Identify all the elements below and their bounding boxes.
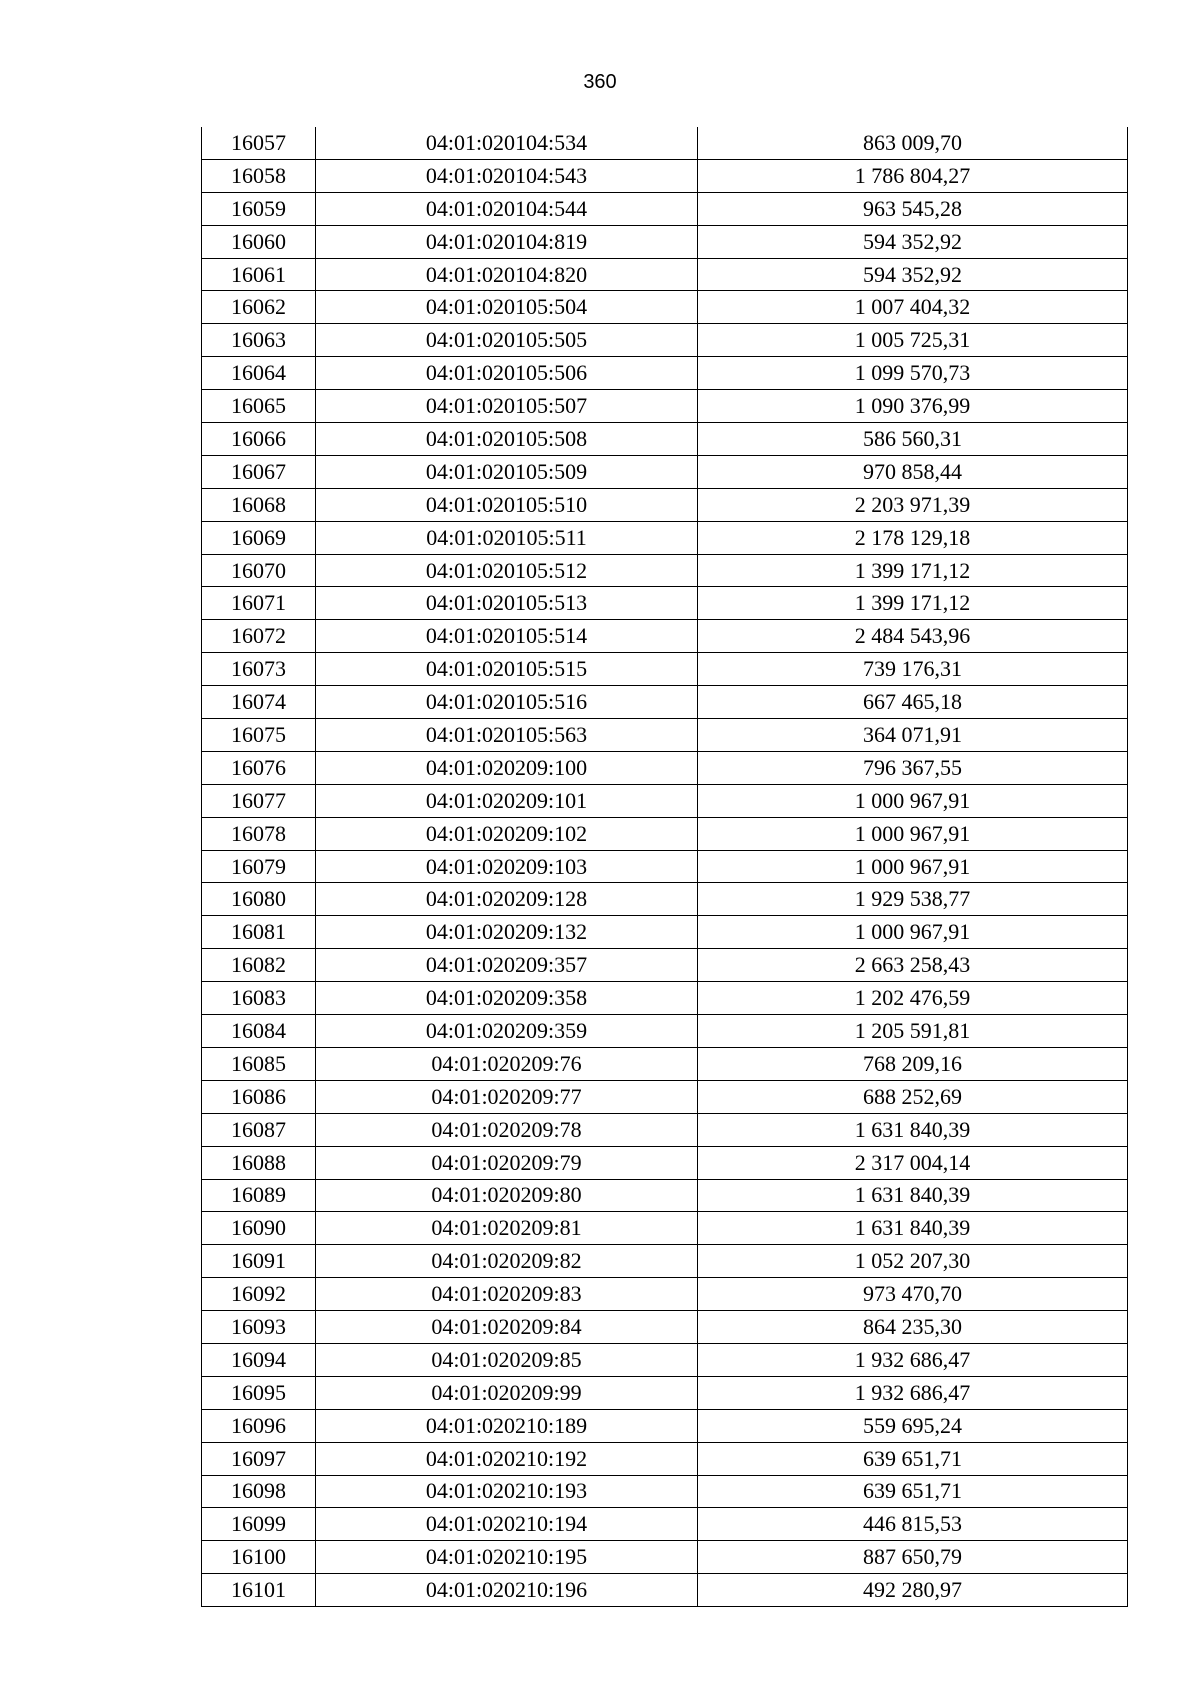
- table-row: [202, 1311, 1128, 1344]
- table-row: [202, 324, 1128, 357]
- value-cell: 1 631 840,39: [698, 1212, 1128, 1245]
- cadastral-number-cell: 04:01:020209:102: [316, 817, 698, 850]
- value-cell: 1 000 967,91: [698, 916, 1128, 949]
- value-cell: 364 071,91: [698, 719, 1128, 752]
- value-cell: 2 484 543,96: [698, 620, 1128, 653]
- row-number-cell: 16080: [202, 883, 316, 916]
- value-cell: 594 352,92: [698, 258, 1128, 291]
- table-row: [202, 521, 1128, 554]
- table-row: [202, 1113, 1128, 1146]
- cadastral-number-cell: 04:01:020210:189: [316, 1409, 698, 1442]
- row-number-cell: 16061: [202, 258, 316, 291]
- row-number-cell: 16101: [202, 1574, 316, 1607]
- value-cell: 1 929 538,77: [698, 883, 1128, 916]
- table-row: [202, 192, 1128, 225]
- row-number-cell: 16086: [202, 1080, 316, 1113]
- row-number-cell: 16062: [202, 291, 316, 324]
- cadastral-number-cell: 04:01:020210:192: [316, 1442, 698, 1475]
- row-number-cell: 16066: [202, 423, 316, 456]
- row-number-cell: 16085: [202, 1047, 316, 1080]
- row-number-cell: 16100: [202, 1541, 316, 1574]
- row-number-cell: 16069: [202, 521, 316, 554]
- value-cell: 973 470,70: [698, 1278, 1128, 1311]
- value-cell: 1 202 476,59: [698, 982, 1128, 1015]
- table-row: [202, 1574, 1128, 1607]
- cadastral-number-cell: 04:01:020209:84: [316, 1311, 698, 1344]
- table-row: [202, 1376, 1128, 1409]
- table-row: [202, 159, 1128, 192]
- cadastral-number-cell: 04:01:020105:511: [316, 521, 698, 554]
- row-number-cell: 16072: [202, 620, 316, 653]
- row-number-cell: 16057: [202, 127, 316, 159]
- row-number-cell: 16077: [202, 784, 316, 817]
- row-number-cell: 16065: [202, 390, 316, 423]
- table-row: [202, 719, 1128, 752]
- row-number-cell: 16074: [202, 686, 316, 719]
- cadastral-number-cell: 04:01:020209:82: [316, 1245, 698, 1278]
- cadastral-number-cell: 04:01:020209:85: [316, 1343, 698, 1376]
- table-row: [202, 1179, 1128, 1212]
- row-number-cell: 16071: [202, 587, 316, 620]
- row-number-cell: 16073: [202, 653, 316, 686]
- value-cell: 667 465,18: [698, 686, 1128, 719]
- table-row: [202, 1245, 1128, 1278]
- table-row: [202, 1475, 1128, 1508]
- table-row: [202, 1508, 1128, 1541]
- table-row: [202, 455, 1128, 488]
- row-number-cell: 16099: [202, 1508, 316, 1541]
- value-cell: 1 399 171,12: [698, 587, 1128, 620]
- cadastral-number-cell: 04:01:020209:358: [316, 982, 698, 1015]
- value-cell: 559 695,24: [698, 1409, 1128, 1442]
- row-number-cell: 16089: [202, 1179, 316, 1212]
- value-cell: 863 009,70: [698, 127, 1128, 159]
- table-row: [202, 1015, 1128, 1048]
- row-number-cell: 16059: [202, 192, 316, 225]
- cadastral-number-cell: 04:01:020209:103: [316, 850, 698, 883]
- value-cell: 963 545,28: [698, 192, 1128, 225]
- row-number-cell: 16088: [202, 1146, 316, 1179]
- value-cell: 639 651,71: [698, 1475, 1128, 1508]
- value-cell: 1 007 404,32: [698, 291, 1128, 324]
- value-cell: 864 235,30: [698, 1311, 1128, 1344]
- value-cell: 887 650,79: [698, 1541, 1128, 1574]
- table-row: [202, 1278, 1128, 1311]
- table-row: [202, 554, 1128, 587]
- table-row: [202, 423, 1128, 456]
- value-cell: 796 367,55: [698, 751, 1128, 784]
- row-number-cell: 16070: [202, 554, 316, 587]
- row-number-cell: 16067: [202, 455, 316, 488]
- cadastral-number-cell: 04:01:020105:512: [316, 554, 698, 587]
- cadastral-number-cell: 04:01:020105:509: [316, 455, 698, 488]
- row-number-cell: 16064: [202, 357, 316, 390]
- cadastral-number-cell: 04:01:020105:506: [316, 357, 698, 390]
- cadastral-number-cell: 04:01:020209:359: [316, 1015, 698, 1048]
- row-number-cell: 16098: [202, 1475, 316, 1508]
- cadastral-number-cell: 04:01:020104:820: [316, 258, 698, 291]
- value-cell: 1 090 376,99: [698, 390, 1128, 423]
- table-row: [202, 127, 1128, 159]
- row-number-cell: 16079: [202, 850, 316, 883]
- value-cell: 1 099 570,73: [698, 357, 1128, 390]
- table-row: [202, 1343, 1128, 1376]
- value-cell: 492 280,97: [698, 1574, 1128, 1607]
- row-number-cell: 16093: [202, 1311, 316, 1344]
- cadastral-number-cell: 04:01:020209:79: [316, 1146, 698, 1179]
- cadastral-number-cell: 04:01:020209:132: [316, 916, 698, 949]
- cadastral-number-cell: 04:01:020209:357: [316, 949, 698, 982]
- cadastral-number-cell: 04:01:020105:515: [316, 653, 698, 686]
- row-number-cell: 16083: [202, 982, 316, 1015]
- cadastral-value-table-container: [201, 127, 1127, 1607]
- value-cell: 1 631 840,39: [698, 1179, 1128, 1212]
- value-cell: 2 178 129,18: [698, 521, 1128, 554]
- table-row: [202, 850, 1128, 883]
- cadastral-value-table: [201, 127, 1128, 1607]
- table-row: [202, 784, 1128, 817]
- value-cell: 1 000 967,91: [698, 817, 1128, 850]
- cadastral-number-cell: 04:01:020209:99: [316, 1376, 698, 1409]
- table-row: [202, 1212, 1128, 1245]
- value-cell: 688 252,69: [698, 1080, 1128, 1113]
- cadastral-number-cell: 04:01:020209:101: [316, 784, 698, 817]
- value-cell: 1 000 967,91: [698, 850, 1128, 883]
- cadastral-number-cell: 04:01:020209:76: [316, 1047, 698, 1080]
- value-cell: 1 000 967,91: [698, 784, 1128, 817]
- cadastral-number-cell: 04:01:020105:563: [316, 719, 698, 752]
- value-cell: 1 786 804,27: [698, 159, 1128, 192]
- value-cell: 739 176,31: [698, 653, 1128, 686]
- cadastral-number-cell: 04:01:020105:510: [316, 488, 698, 521]
- table-row: [202, 1541, 1128, 1574]
- table-row: [202, 587, 1128, 620]
- table-row: [202, 653, 1128, 686]
- cadastral-number-cell: 04:01:020209:77: [316, 1080, 698, 1113]
- cadastral-number-cell: 04:01:020209:128: [316, 883, 698, 916]
- cadastral-number-cell: 04:01:020209:80: [316, 1179, 698, 1212]
- table-row: [202, 620, 1128, 653]
- value-cell: 1 052 207,30: [698, 1245, 1128, 1278]
- table-row: [202, 225, 1128, 258]
- value-cell: 1 631 840,39: [698, 1113, 1128, 1146]
- cadastral-number-cell: 04:01:020210:195: [316, 1541, 698, 1574]
- table-row: [202, 488, 1128, 521]
- value-cell: 1 399 171,12: [698, 554, 1128, 587]
- row-number-cell: 16097: [202, 1442, 316, 1475]
- cadastral-number-cell: 04:01:020209:78: [316, 1113, 698, 1146]
- cadastral-number-cell: 04:01:020105:508: [316, 423, 698, 456]
- cadastral-number-cell: 04:01:020210:194: [316, 1508, 698, 1541]
- cadastral-number-cell: 04:01:020209:100: [316, 751, 698, 784]
- table-row: [202, 1442, 1128, 1475]
- value-cell: 594 352,92: [698, 225, 1128, 258]
- cadastral-number-cell: 04:01:020105:514: [316, 620, 698, 653]
- table-row: [202, 883, 1128, 916]
- table-row: [202, 686, 1128, 719]
- row-number-cell: 16092: [202, 1278, 316, 1311]
- row-number-cell: 16076: [202, 751, 316, 784]
- value-cell: 2 663 258,43: [698, 949, 1128, 982]
- cadastral-number-cell: 04:01:020209:83: [316, 1278, 698, 1311]
- table-row: [202, 357, 1128, 390]
- table-row: [202, 817, 1128, 850]
- table-row: [202, 258, 1128, 291]
- row-number-cell: 16096: [202, 1409, 316, 1442]
- table-row: [202, 291, 1128, 324]
- row-number-cell: 16081: [202, 916, 316, 949]
- row-number-cell: 16063: [202, 324, 316, 357]
- value-cell: 639 651,71: [698, 1442, 1128, 1475]
- cadastral-number-cell: 04:01:020210:196: [316, 1574, 698, 1607]
- row-number-cell: 16068: [202, 488, 316, 521]
- row-number-cell: 16078: [202, 817, 316, 850]
- value-cell: 2 203 971,39: [698, 488, 1128, 521]
- value-cell: 1 005 725,31: [698, 324, 1128, 357]
- row-number-cell: 16091: [202, 1245, 316, 1278]
- cadastral-number-cell: 04:01:020104:543: [316, 159, 698, 192]
- table-row: [202, 916, 1128, 949]
- table-row: [202, 1146, 1128, 1179]
- table-row: [202, 390, 1128, 423]
- value-cell: 2 317 004,14: [698, 1146, 1128, 1179]
- cadastral-number-cell: 04:01:020210:193: [316, 1475, 698, 1508]
- value-cell: 1 932 686,47: [698, 1343, 1128, 1376]
- value-cell: 1 932 686,47: [698, 1376, 1128, 1409]
- table-body: [202, 127, 1128, 1607]
- value-cell: 446 815,53: [698, 1508, 1128, 1541]
- row-number-cell: 16087: [202, 1113, 316, 1146]
- cadastral-number-cell: 04:01:020104:544: [316, 192, 698, 225]
- cadastral-number-cell: 04:01:020209:81: [316, 1212, 698, 1245]
- row-number-cell: 16084: [202, 1015, 316, 1048]
- cadastral-number-cell: 04:01:020105:504: [316, 291, 698, 324]
- value-cell: 586 560,31: [698, 423, 1128, 456]
- row-number-cell: 16090: [202, 1212, 316, 1245]
- value-cell: 768 209,16: [698, 1047, 1128, 1080]
- cadastral-number-cell: 04:01:020105:507: [316, 390, 698, 423]
- row-number-cell: 16060: [202, 225, 316, 258]
- table-row: [202, 751, 1128, 784]
- value-cell: 970 858,44: [698, 455, 1128, 488]
- row-number-cell: 16095: [202, 1376, 316, 1409]
- cadastral-number-cell: 04:01:020104:819: [316, 225, 698, 258]
- row-number-cell: 16094: [202, 1343, 316, 1376]
- cadastral-number-cell: 04:01:020105:513: [316, 587, 698, 620]
- cadastral-number-cell: 04:01:020105:505: [316, 324, 698, 357]
- cadastral-number-cell: 04:01:020105:516: [316, 686, 698, 719]
- row-number-cell: 16082: [202, 949, 316, 982]
- row-number-cell: 16075: [202, 719, 316, 752]
- value-cell: 1 205 591,81: [698, 1015, 1128, 1048]
- cadastral-number-cell: 04:01:020104:534: [316, 127, 698, 159]
- table-row: [202, 949, 1128, 982]
- table-row: [202, 982, 1128, 1015]
- table-row: [202, 1047, 1128, 1080]
- table-row: [202, 1409, 1128, 1442]
- row-number-cell: 16058: [202, 159, 316, 192]
- table-row: [202, 1080, 1128, 1113]
- page-number: 360: [583, 71, 617, 93]
